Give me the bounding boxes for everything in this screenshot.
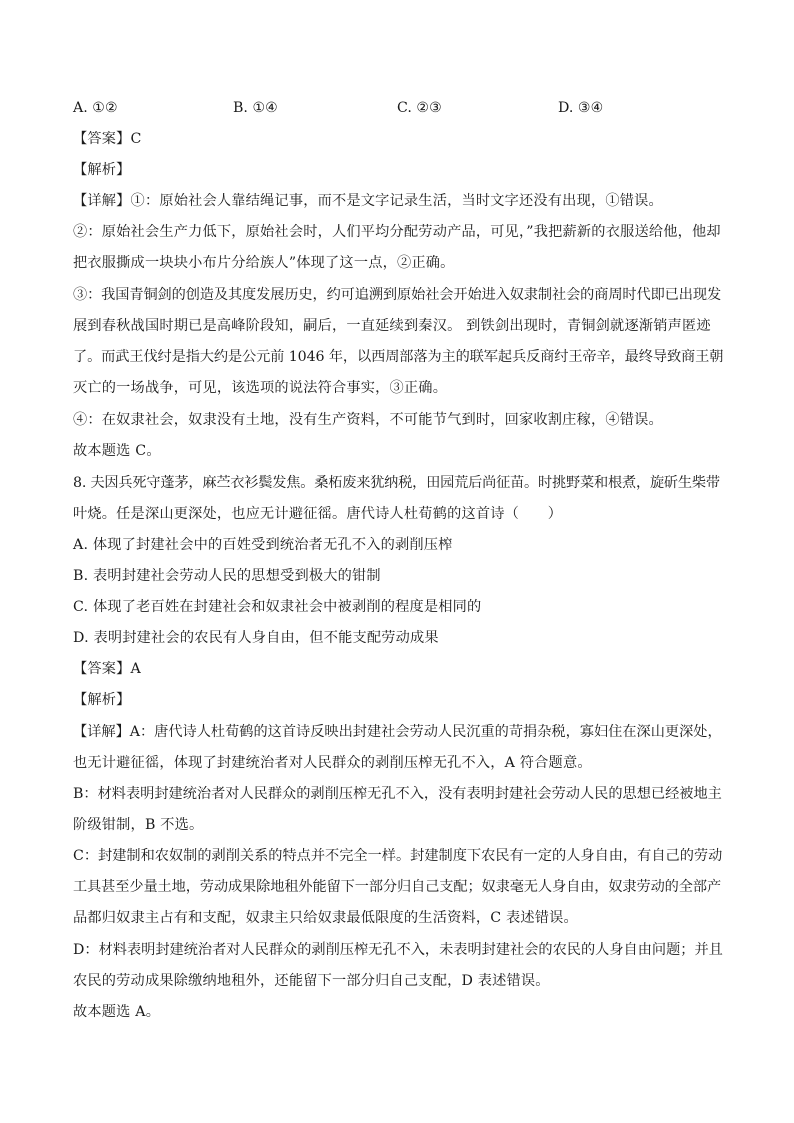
q8-conclusion: 故本题选 A。 bbox=[73, 1004, 161, 1020]
q8-analysis-line: C：封建制和农奴制的剥削关系的特点并不完全一样。封建制度下农民有一定的人身自由，有自己的劳动 bbox=[73, 848, 723, 864]
q8-choice-c: C. 体现了老百姓在封建社会和奴隶社会中被剥削的程度是相同的 bbox=[73, 599, 482, 615]
q8-analysis-line: 品都归奴隶主占有和支配，奴隶主只给奴隶最低限度的生活资料，C 表述错误。 bbox=[73, 910, 578, 926]
q7-options-row bbox=[73, 98, 723, 118]
q8-stem-line: 8. 夫因兵死守蓬茅，麻苎衣衫鬓发焦。桑柘废来犹纳税，田园荒后尚征苗。时挑野菜和根煮，旋斫生柴带 bbox=[73, 475, 720, 491]
q7-conclusion: 故本题选 C。 bbox=[73, 443, 161, 459]
q8-choice-d: D. 表明封建社会的农民有人身自由，但不能支配劳动成果 bbox=[73, 630, 439, 646]
q8-analysis-line: B：材料表明封建统治者对人民群众的剥削压榨无孔不入，没有表明封建社会劳动人民的思想已经被地主 bbox=[73, 786, 722, 802]
q8-choice-b: B. 表明封建社会劳动人民的思想受到极大的钳制 bbox=[73, 568, 381, 584]
q8-analysis-label: 【解析】 bbox=[73, 692, 131, 708]
q7-option-b: B. ①④ bbox=[233, 100, 278, 116]
q7-analysis-line: 了。而武王伐纣是指大约是公元前 1046 年，以西周部落为主的联军起兵反商纣王帝辛，最终导致商王朝 bbox=[73, 349, 724, 365]
q8-analysis-line: D：材料表明封建统治者对人民群众的剥削压榨无孔不入，未表明封建社会的农民的人身自由问题；并且 bbox=[73, 942, 723, 958]
q7-analysis-line: ③：我国青铜剑的创造及其度发展历史，约可追溯到原始社会开始进入奴隶制社会的商周时代即已出现发 bbox=[73, 287, 722, 303]
q8-choice-a: A. 体现了封建社会中的百姓受到统治者无孔不入的剥削压榨 bbox=[73, 537, 453, 553]
q7-option-c: C. ②③ bbox=[397, 100, 442, 116]
q7-option-a: A. ①② bbox=[73, 100, 118, 116]
q8-answer: 【答案】A bbox=[73, 661, 141, 677]
q8-analysis-line: 工具甚至少量土地，劳动成果除地租外能留下一部分归自己支配；奴隶毫无人身自由，奴隶劳动的全部产 bbox=[73, 879, 722, 895]
q8-stem-line: 叶烧。任是深山更深处，也应无计避征徭。唐代诗人杜荀鹤的这首诗（ ） bbox=[73, 506, 563, 522]
q8-analysis-line: 农民的劳动成果除缴纳地租外，还能留下一部分归自己支配，D 表述错误。 bbox=[73, 973, 550, 989]
q7-answer: 【答案】C bbox=[73, 131, 142, 147]
q7-analysis-line: 把衣服撕成一块块小布片分给族人”体现了这一点，②正确。 bbox=[73, 255, 455, 271]
q8-analysis-line: 阶级钳制，B 不选。 bbox=[73, 817, 204, 833]
q7-option-d: D. ③④ bbox=[558, 100, 604, 116]
q7-analysis-label: 【解析】 bbox=[73, 162, 131, 178]
q7-analysis-line: ④：在奴隶社会，奴隶没有土地，没有生产资料，不可能节气到时，回家收割庄稼，④错误。 bbox=[73, 412, 663, 428]
q7-analysis-line: 灭亡的一场战争，可见，该选项的说法符合事实，③正确。 bbox=[73, 380, 448, 396]
q7-analysis-line: 展到春秋战国时期已是高峰阶段知，嗣后，一直延续到秦汉。 到铁剑出现时，青铜剑就逐渐销声匿迹 bbox=[73, 318, 711, 334]
q7-analysis-line: ②：原始社会生产力低下，原始社会时，人们平均分配劳动产品，可见，”我把薪新的衣服送给他，他却 bbox=[73, 224, 721, 240]
q7-analysis-line: 【详解】①：原始社会人靠结绳记事，而不是文字记录生活，当时文字还没有出现，①错误。 bbox=[73, 193, 663, 209]
q8-analysis-line: 也无计避征徭，体现了封建统治者对人民群众的剥削压榨无孔不入，A 符合题意。 bbox=[73, 755, 592, 771]
q8-analysis-line: 【详解】A：唐代诗人杜荀鹤的这首诗反映出封建社会劳动人民沉重的苛捐杂税，寡妇住在深山更深处， bbox=[73, 724, 722, 740]
